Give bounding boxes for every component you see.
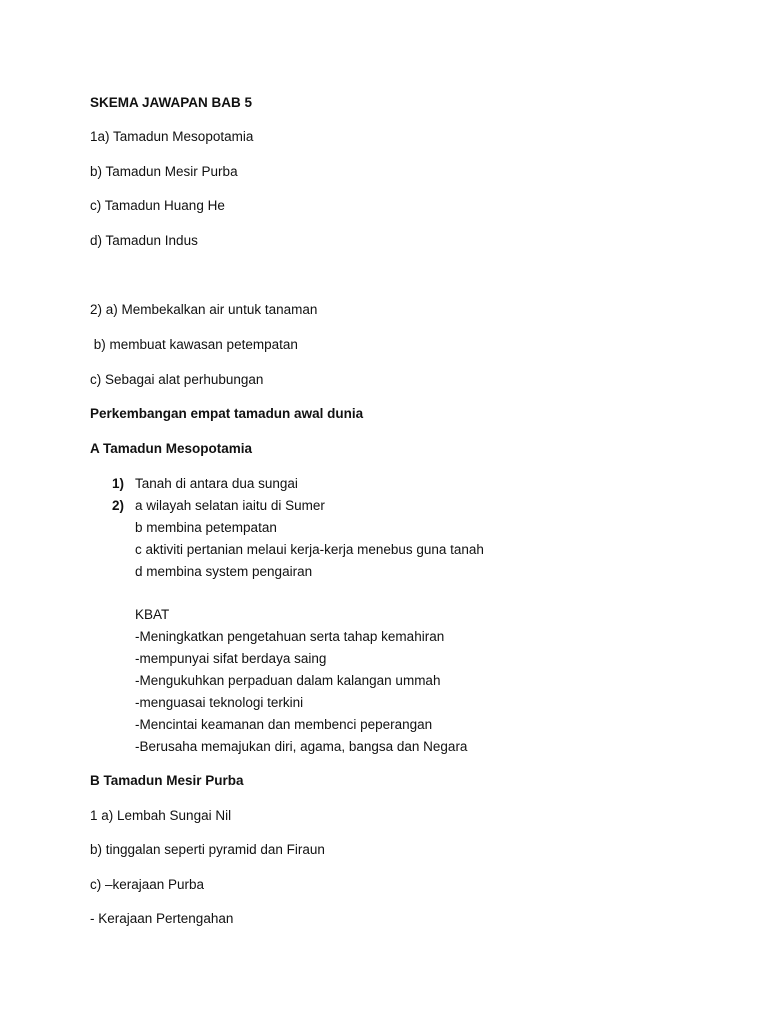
- list-number-2: 2): [112, 498, 125, 513]
- section-heading: Perkembangan empat tamadun awal dunia: [90, 406, 364, 421]
- section-b-item-2: b) tinggalan seperti pyramid dan Firaun: [90, 842, 325, 857]
- document-title: SKEMA JAWAPAN BAB 5: [90, 95, 253, 110]
- q2-answer-c: c) Sebagai alat perhubungan: [90, 372, 264, 387]
- section-b-heading: B Tamadun Mesir Purba: [90, 773, 244, 788]
- q1-answer-d: d) Tamadun Indus: [90, 233, 198, 248]
- q1-answer-a: 1a) Tamadun Mesopotamia: [90, 129, 254, 144]
- q2-answer-b: b) membuat kawasan petempatan: [90, 337, 298, 352]
- kbat-label: KBAT: [135, 607, 170, 622]
- section-b-item-3: c) –kerajaan Purba: [90, 877, 205, 892]
- section-b-item-1: 1 a) Lembah Sungai Nil: [90, 808, 232, 823]
- list-number-1: 1): [112, 476, 125, 491]
- q2-answer-a: 2) a) Membekalkan air untuk tanaman: [90, 302, 318, 317]
- section-a-item-2c: c aktiviti pertanian melaui kerja-kerja menebus guna tanah: [135, 542, 484, 557]
- kbat-item-4: -menguasai teknologi terkini: [135, 695, 304, 710]
- kbat-item-5: -Mencintai keamanan dan membenci peperangan: [135, 717, 433, 732]
- section-a-item-2d: d membina system pengairan: [135, 564, 313, 579]
- kbat-item-3: -Mengukuhkan perpaduan dalam kalangan ummah: [135, 673, 441, 688]
- section-b-item-4: - Kerajaan Pertengahan: [90, 911, 234, 926]
- section-a-item-2a: a wilayah selatan iaitu di Sumer: [135, 498, 325, 513]
- section-a-item-2b: b membina petempatan: [135, 520, 277, 535]
- kbat-item-2: -mempunyai sifat berdaya saing: [135, 651, 327, 666]
- q1-answer-c: c) Tamadun Huang He: [90, 198, 225, 213]
- kbat-item-6: -Berusaha memajukan diri, agama, bangsa dan Negara: [135, 739, 468, 754]
- kbat-item-1: -Meningkatkan pengetahuan serta tahap kemahiran: [135, 629, 445, 644]
- q1-answer-b: b) Tamadun Mesir Purba: [90, 164, 238, 179]
- section-a-heading: A Tamadun Mesopotamia: [90, 441, 253, 456]
- section-a-item-1: Tanah di antara dua sungai: [135, 476, 298, 491]
